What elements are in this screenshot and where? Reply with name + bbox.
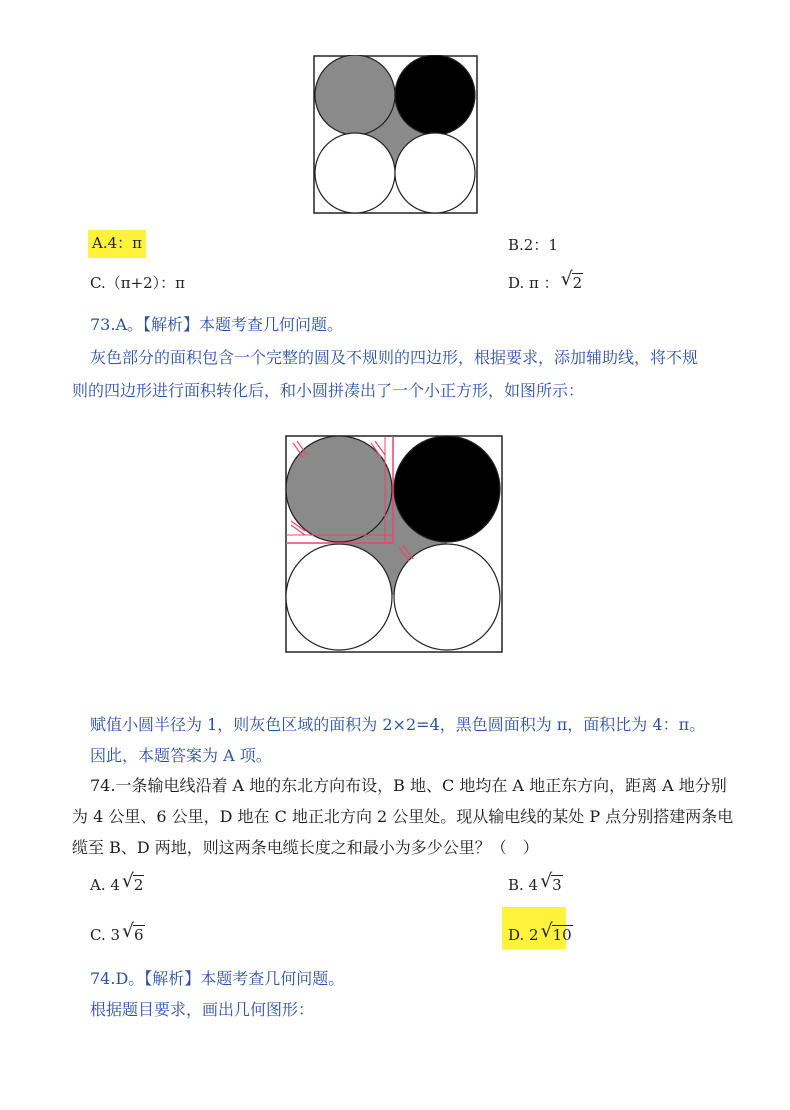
q74-option-a <box>90 870 144 894</box>
q74-option-b <box>508 870 563 894</box>
figure-four-circles-svg <box>313 55 479 215</box>
q74-option-c-radicand: 6 <box>134 926 144 944</box>
q73-explanation-line2: 则的四边形进行面积转化后，和小圆拼凑出了一个小正方形，如图所示： <box>72 381 585 400</box>
q74-question-line3: 缆至 B、D 两地，则这两条电缆长度之和最小为多少公里？（ ） <box>72 838 539 857</box>
sqrt-symbol: √ 2 <box>121 870 144 894</box>
q74-answer-heading: 74.D。【解析】本题考查几何问题。 <box>90 969 345 988</box>
sqrt-symbol: √ 6 <box>122 920 144 944</box>
q74-option-d-prefix: D. 2 <box>508 926 539 944</box>
white-circle-bottom-right-2 <box>394 544 500 650</box>
q74-option-b-prefix: B. 4 <box>508 876 539 894</box>
sqrt-symbol: √ 10 <box>540 920 572 944</box>
gray-circle-2 <box>286 436 392 542</box>
black-circle <box>395 55 475 135</box>
q74-option-d <box>508 920 573 944</box>
black-circle-2 <box>394 436 500 542</box>
q73-explanation-line1: 灰色部分的面积包含一个完整的圆及不规则的四边形，根据要求，添加辅助线，将不规 <box>90 348 699 367</box>
sqrt-symbol: √ 2 <box>560 268 583 292</box>
sqrt-symbol: √ 3 <box>540 870 562 894</box>
q74-option-c <box>90 920 145 944</box>
q74-option-a-radicand: 2 <box>133 876 144 894</box>
q73-conclusion-line1: 赋值小圆半径为 1，则灰色区域的面积为 2×2=4，黑色圆面积为 π，面积比为 4：π。 <box>90 715 706 734</box>
q73-conclusion-line2: 因此，本题答案为 A 项。 <box>90 746 272 765</box>
figure-auxiliary-lines-svg <box>285 435 505 655</box>
q74-question-line1: 74.一条输电线沿着 A 地的东北方向布设，B 地、C 地均在 A 地正东方向，距离 A 地分别 <box>90 776 727 795</box>
q73-answer-heading: 73.A。【解析】本题考查几何问题。 <box>90 315 344 334</box>
q73-option-d-radicand: 2 <box>572 274 583 292</box>
q74-option-d-radicand: 10 <box>552 926 572 944</box>
figure-auxiliary-lines <box>285 435 505 659</box>
q74-question-line2: 为 4 公里、6 公里，D 地在 C 地正北方向 2 公里处。现从输电线的某处 P 点分别搭建两条电 <box>72 807 734 826</box>
q74-option-c-prefix: C. 3 <box>90 926 121 944</box>
figure-four-circles <box>313 55 479 219</box>
q74-option-d-highlight <box>502 907 572 949</box>
q73-option-a-highlight: A.4：π <box>88 230 146 258</box>
q73-option-d <box>508 268 583 293</box>
q73-option-c: C.（π+2）：π <box>90 274 186 292</box>
q73-option-d-prefix: D. π ： <box>508 274 559 292</box>
q73-option-a <box>88 232 146 253</box>
q74-explanation-line1: 根据题目要求，画出几何图形： <box>90 1000 315 1019</box>
white-circle-bottom-left-2 <box>286 544 392 650</box>
q74-option-b-radicand: 3 <box>552 876 562 894</box>
gray-circle <box>315 55 395 135</box>
q73-option-b: B.2：1 <box>508 236 558 254</box>
q74-option-a-prefix: A. 4 <box>90 876 120 894</box>
white-circle-bottom-right <box>395 133 475 213</box>
white-circle-bottom-left <box>315 133 395 213</box>
